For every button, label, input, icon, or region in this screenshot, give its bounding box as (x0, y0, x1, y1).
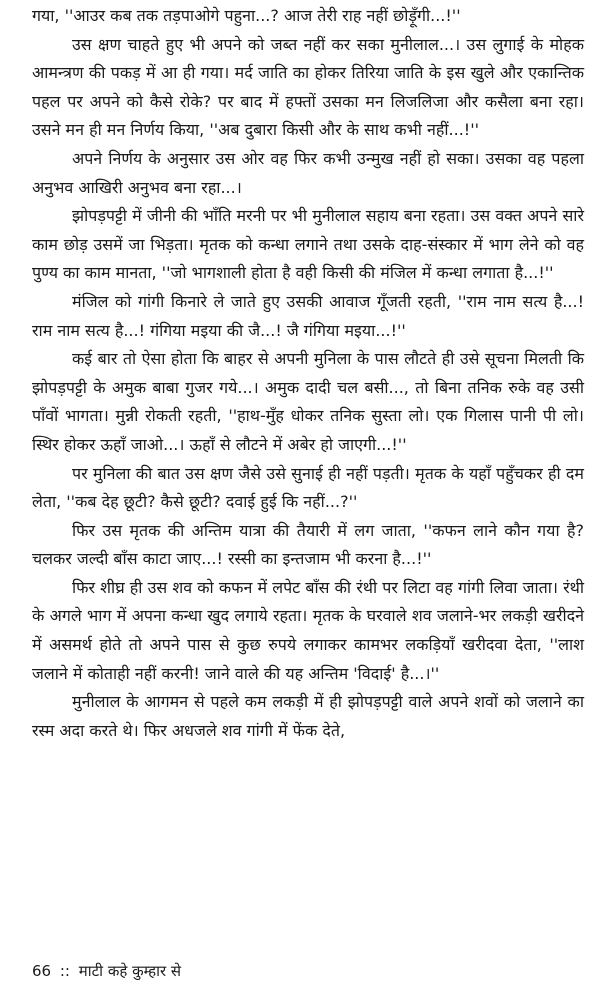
paragraph-9: फिर शीघ्र ही उस शव को कफन में लपेट बाँस की रंथी पर लिटा वह गांगी लिवा जाता। रंथी के अगले भाग में अपना कन्धा खुद लगाये रहता। मृतक के घरवाले शव जलाने-भर लकड़ी खरीदने में असमर्थ होते तो अपने पास से कुछ रुपये लगाकर कामभर लकड़ियाँ खरीदवा देता, ''लाश जलाने में कोताही नहीं करनी! जाने वाले की यह अन्तिम 'विदाई' है...।'' (32, 577, 584, 683)
paragraph-1: गया, ''आउर कब तक तड़पाओगे पहुना...? आज तेरी राह नहीं छोड़ूँगी...!'' (32, 6, 461, 25)
paragraph-3: अपने निर्णय के अनुसार उस ओर वह फिर कभी उन्मुख नहीं हो सका। उसका वह पहला अनुभव आखिरी अनुभव बना रहा...। (32, 148, 584, 197)
paragraph-5: मंजिल को गांगी किनारे ले जाते हुए उसकी आवाज गूँजती रहती, ''राम नाम सत्य है...! राम नाम सत्य है...! गंगिया मइया की जै...! जै गंगिया मइया...!'' (32, 291, 584, 340)
footer-separator: :: (59, 962, 70, 980)
paragraph-8: फिर उस मृतक की अन्तिम यात्रा की तैयारी में लग जाता, ''कफन लाने कौन गया है? चलकर जल्दी बाँस काटा जाए...! रस्सी का इन्तजाम भी करना है...!'' (32, 520, 584, 569)
paragraph-10: मुनीलाल के आगमन से पहले कम लकड़ी में ही झोपड़पट्टी वाले अपने शवों को जलाने का रस्म अदा करते थे। फिर अधजले शव गांगी में फेंक देते, (32, 692, 584, 740)
paragraph-7: पर मुनिला की बात उस क्षण जैसे उसे सुनाई ही नहीं पड़ती। मृतक के यहाँ पहुँचकर ही दम लेता, ''कब देह छूटी? कैसे छूटी? दवाई हुई कि नहीं...?'' (32, 463, 584, 512)
book-title: माटी कहे कुम्हार से (78, 962, 182, 980)
page-footer (32, 961, 181, 981)
page-number: 66 (32, 962, 52, 980)
paragraph-2: उस क्षण चाहते हुए भी अपने को जब्त नहीं कर सका मुनीलाल...। उस लुगाई के मोहक आमन्त्रण की पकड़ में आ ही गया। मर्द जाति का होकर तिरिया जाति के इस खुले और एकान्तिक पहल पर अपने को कैसे रोके? पर बाद में हफ्तों उसका मन लिजलिजा और कसैला बना रहा। उसने मन ही मन निर्णय किया, ''अब दुबारा किसी और के साथ कभी नहीं...!'' (32, 34, 584, 140)
paragraph-4: झोपड़पट्टी में जीनी की भाँति मरनी पर भी मुनीलाल सहाय बना रहता। उस वक्त अपने सारे काम छोड़ उसमें जा भिड़ता। मृतक को कन्धा लगाने तथा उसके दाह-संस्कार में भाग लेने को वह पुण्य का काम मानता, ''जो भागशाली होता है वही किसी की मंजिल में कन्धा लगाता है...!'' (32, 206, 584, 283)
body-text (32, 2, 584, 745)
paragraph-6: कई बार तो ऐसा होता कि बाहर से अपनी मुनिला के पास लौटते ही उसे सूचना मिलती कि झोपड़पट्टी के अमुक बाबा गुजर गये...। अमुक दादी चल बसी..., तो बिना तनिक रुके वह उसी पाँवों भागता। मुन्नी रोकती रहती, ''हाथ-मुँह धोकर तनिक सुस्ता लो। एक गिलास पानी पी लो। स्थिर होकर ऊहाँ जाओ...। ऊहाँ से लौटने में अबेर हो जाएगी...!'' (32, 349, 584, 454)
